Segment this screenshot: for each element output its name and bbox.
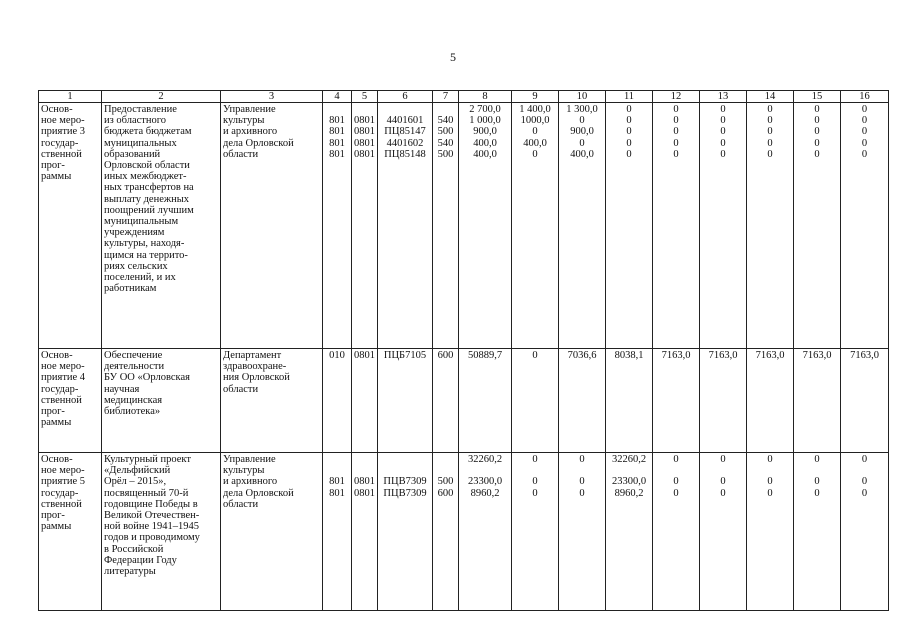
amount-value: 0 <box>767 454 773 465</box>
amount-cell-14: 7163,0 <box>747 349 794 453</box>
csr-cell <box>378 103 433 349</box>
table-row <box>39 103 889 349</box>
amount-value: 23300,0 <box>611 476 647 488</box>
table-row <box>39 453 889 611</box>
vr-cell: 600 <box>433 349 459 453</box>
grbs-value: 801 <box>329 476 345 488</box>
amount-value: 0 <box>861 454 868 465</box>
amount-cell-11 <box>606 103 653 349</box>
amount-value: 0 <box>814 104 820 115</box>
amount-value: 0 <box>626 137 632 149</box>
amount-value: 0 <box>673 476 679 488</box>
amount-value: 0 <box>626 126 632 138</box>
amount-value: 0 <box>767 104 773 115</box>
amount-value: 1 400,0 <box>519 104 551 115</box>
amount-value: 0 <box>861 104 868 115</box>
vr-value: 500 <box>437 126 454 138</box>
vr-value: 540 <box>437 137 454 149</box>
rzpr-value: 0801 <box>354 476 375 488</box>
page-number: 5 <box>450 50 456 64</box>
amount-cell-11 <box>606 453 653 611</box>
grbs-value: 801 <box>329 487 345 499</box>
amount-value: 400,0 <box>523 137 547 149</box>
amount-value: 0 <box>532 454 538 465</box>
rzpr-value: 0801 <box>354 137 375 149</box>
amount-value: 0 <box>673 115 679 127</box>
header-cell: 9 <box>512 91 559 103</box>
amount-value: 0 <box>579 115 585 127</box>
executor-cell: Управление культуры и архивного дела Орловской области <box>221 103 323 349</box>
amount-cell-16: 7163,0 <box>841 349 889 453</box>
amount-value: 0 <box>814 148 820 160</box>
amount-cell-13 <box>700 453 747 611</box>
event-cell: Основ- ное меро- приятие 4 государ- ственной прог- раммы <box>39 349 102 453</box>
csr-value: ПЦ85147 <box>384 126 426 138</box>
amount-value: 0 <box>767 115 773 127</box>
rzpr-cell <box>352 103 378 349</box>
vr-value: 500 <box>437 148 454 160</box>
amount-value: 0 <box>861 476 868 488</box>
amount-value: 0 <box>626 104 632 115</box>
amount-value: 0 <box>814 454 820 465</box>
event-cell: Основ- ное меро- приятие 3 государ- ственной прог- раммы <box>39 103 102 349</box>
budget-table <box>38 90 889 611</box>
amount-cell-12: 7163,0 <box>653 349 700 453</box>
vr-value: 600 <box>437 487 454 499</box>
amount-value: 0 <box>673 126 679 138</box>
vr-cell <box>433 103 459 349</box>
amount-cell-13 <box>700 103 747 349</box>
rzpr-value: 0801 <box>354 115 375 127</box>
grbs-value: 801 <box>329 126 345 138</box>
amount-value: 8960,2 <box>470 487 500 499</box>
csr-value: ПЦВ7309 <box>383 476 427 488</box>
header-cell: 10 <box>559 91 606 103</box>
rzpr-cell: 0801 <box>352 349 378 453</box>
csr-cell <box>378 453 433 611</box>
amount-value: 1 000,0 <box>469 115 501 127</box>
amount-value: 0 <box>579 476 585 488</box>
header-cell: 11 <box>606 91 653 103</box>
grbs-cell: 010 <box>323 349 352 453</box>
amount-cell-total: 50889,7 <box>459 349 512 453</box>
amount-value: 0 <box>861 137 868 149</box>
amount-cell-11: 8038,1 <box>606 349 653 453</box>
amount-value: 0 <box>861 115 868 127</box>
amount-value: 0 <box>720 115 726 127</box>
amount-value: 0 <box>767 137 773 149</box>
amount-value: 0 <box>673 137 679 149</box>
amount-value: 0 <box>532 148 538 160</box>
header-cell: 1 <box>39 91 102 103</box>
amount-value: 0 <box>814 115 820 127</box>
header-cell: 6 <box>378 91 433 103</box>
amount-cell-15 <box>794 453 841 611</box>
csr-value: ПЦ85148 <box>384 148 426 160</box>
amount-value: 0 <box>861 126 868 138</box>
grbs-cell <box>323 453 352 611</box>
amount-value: 0 <box>673 104 679 115</box>
amount-value: 0 <box>532 476 538 488</box>
csr-value: ПЦВ7309 <box>383 487 427 499</box>
header-cell: 14 <box>747 91 794 103</box>
amount-cell-9 <box>512 103 559 349</box>
amount-value: 0 <box>767 148 773 160</box>
amount-value: 0 <box>720 487 726 499</box>
amount-value: 0 <box>532 126 538 138</box>
amount-cell-total <box>459 103 512 349</box>
amount-value: 900,0 <box>473 126 497 138</box>
description-cell: Предоставление из областного бюджета бюджетам муниципальных образований Орловской области иных межбюджет- ных трансфертов на выплату денежных поощрений лучшим муниципальным учреждениям культуры, находя- щимся на террито- риях сельских поселений, и их работникам <box>102 103 221 349</box>
amount-cell-10: 7036,6 <box>559 349 606 453</box>
csr-value: 4401602 <box>386 137 424 149</box>
amount-value: 0 <box>814 126 820 138</box>
amount-cell-15: 7163,0 <box>794 349 841 453</box>
amount-value: 0 <box>720 104 726 115</box>
amount-value: 2 700,0 <box>469 104 501 115</box>
header-cell: 2 <box>102 91 221 103</box>
description-cell: Обеспечение деятельности БУ ОО «Орловская научная медицинская библиотека» <box>102 349 221 453</box>
amount-value: 0 <box>532 487 538 499</box>
amount-cell-16 <box>841 453 889 611</box>
amount-value: 0 <box>814 137 820 149</box>
amount-value: 0 <box>720 126 726 138</box>
amount-value: 400,0 <box>473 137 497 149</box>
amount-value: 8960,2 <box>614 487 644 499</box>
rzpr-value: 0801 <box>354 126 375 138</box>
header-cell: 8 <box>459 91 512 103</box>
header-cell: 15 <box>794 91 841 103</box>
csr-value: 4401601 <box>386 115 424 127</box>
amount-value: 0 <box>814 487 820 499</box>
amount-value: 0 <box>814 476 820 488</box>
header-cell: 16 <box>841 91 889 103</box>
amount-value: 0 <box>579 487 585 499</box>
event-cell: Основ- ное меро- приятие 5 государ- ственной прог- раммы <box>39 453 102 611</box>
amount-value: 400,0 <box>473 148 497 160</box>
amount-value: 0 <box>767 487 773 499</box>
amount-value: 0 <box>767 126 773 138</box>
amount-cell-10 <box>559 453 606 611</box>
amount-value: 900,0 <box>570 126 594 138</box>
executor-cell: Управление культуры и архивного дела Орловской области <box>221 453 323 611</box>
amount-value: 0 <box>626 115 632 127</box>
amount-value: 0 <box>861 148 868 160</box>
header-cell: 7 <box>433 91 459 103</box>
amount-cell-12 <box>653 453 700 611</box>
amount-value: 0 <box>720 476 726 488</box>
amount-value: 0 <box>673 148 679 160</box>
amount-value: 23300,0 <box>467 476 503 488</box>
amount-value: 0 <box>673 454 679 465</box>
amount-cell-15 <box>794 103 841 349</box>
description-cell: Культурный проект «Дельфийский Орёл – 2015», посвященный 70-й годовщине Победы в Великой Отечествен- ной войне 1941–1945 годов и проводимому в Российской Федерации Году литературы <box>102 453 221 611</box>
header-cell: 13 <box>700 91 747 103</box>
amount-cell-total <box>459 453 512 611</box>
amount-cell-14 <box>747 103 794 349</box>
rzpr-value: 0801 <box>354 148 375 160</box>
amount-cell-12 <box>653 103 700 349</box>
grbs-value: 801 <box>329 115 345 127</box>
amount-value: 400,0 <box>570 148 594 160</box>
amount-value: 32260,2 <box>467 454 503 465</box>
amount-value: 0 <box>861 487 868 499</box>
grbs-cell <box>323 103 352 349</box>
amount-value: 0 <box>720 148 726 160</box>
amount-value: 0 <box>579 137 585 149</box>
vr-value: 500 <box>437 476 454 488</box>
header-cell: 5 <box>352 91 378 103</box>
amount-cell-9 <box>512 453 559 611</box>
amount-cell-10 <box>559 103 606 349</box>
vr-value: 540 <box>437 115 454 127</box>
executor-cell: Департамент здравоохране- ния Орловской области <box>221 349 323 453</box>
amount-value: 0 <box>673 487 679 499</box>
amount-value: 1000,0 <box>520 115 550 127</box>
grbs-value: 801 <box>329 137 345 149</box>
table-row <box>39 349 889 453</box>
header-cell: 4 <box>323 91 352 103</box>
rzpr-cell <box>352 453 378 611</box>
amount-cell-16 <box>841 103 889 349</box>
amount-cell-9: 0 <box>512 349 559 453</box>
vr-cell <box>433 453 459 611</box>
amount-value: 0 <box>720 137 726 149</box>
amount-value: 1 300,0 <box>566 104 598 115</box>
amount-value: 0 <box>767 476 773 488</box>
amount-value: 0 <box>579 454 585 465</box>
csr-cell: ПЦБ7105 <box>378 349 433 453</box>
amount-cell-14 <box>747 453 794 611</box>
header-cell: 3 <box>221 91 323 103</box>
grbs-value: 801 <box>329 148 345 160</box>
rzpr-value: 0801 <box>354 487 375 499</box>
amount-value: 0 <box>626 148 632 160</box>
header-cell: 12 <box>653 91 700 103</box>
amount-cell-13: 7163,0 <box>700 349 747 453</box>
header-row <box>39 91 889 103</box>
amount-value: 0 <box>720 454 726 465</box>
amount-value: 32260,2 <box>611 454 647 465</box>
